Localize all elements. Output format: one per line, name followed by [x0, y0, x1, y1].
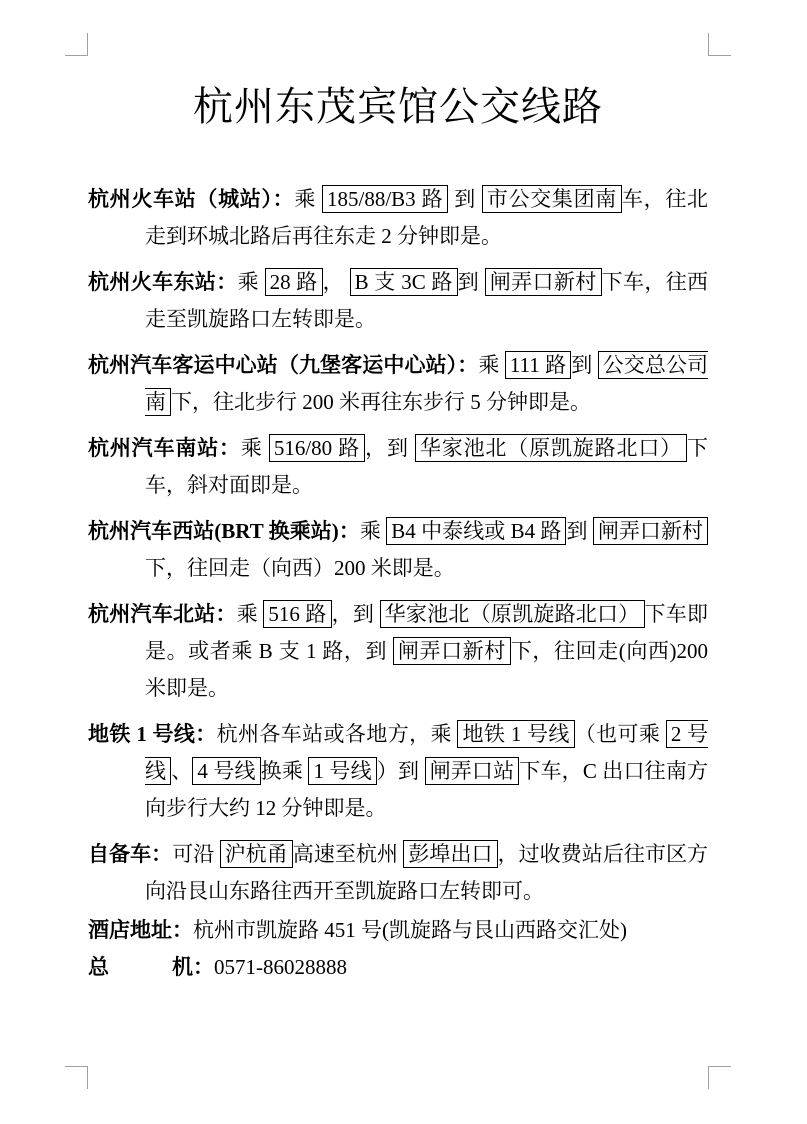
text-run: 、	[171, 759, 193, 783]
boxed-route-name: 公交总公司南	[145, 353, 709, 414]
paragraph	[88, 912, 708, 949]
boxed-route-name: 闸弄口站	[425, 757, 520, 785]
text-run: 车，往北走到环城北路后再往东走 2 分钟即是。	[145, 187, 709, 248]
paragraph	[88, 430, 708, 504]
text-run: 乘	[240, 436, 269, 460]
page-title: 杭州东茂宾馆公交线路	[193, 84, 603, 129]
boxed-route-name: 彭埠出口	[403, 840, 497, 868]
text-run: 乘	[236, 602, 264, 626]
paragraph	[88, 716, 708, 827]
paragraph	[88, 836, 708, 910]
boxed-route-name: B4 中泰线或 B4 路	[386, 517, 566, 545]
boxed-route-name: 闸弄口新村	[593, 517, 708, 545]
text-run: （也可乘	[574, 722, 666, 746]
boxed-route-name: 华家池北（原凯旋路北口）	[415, 434, 687, 462]
boxed-route-name: 28 路	[265, 268, 323, 296]
paragraph-label: 杭州火车站（城站）：	[88, 187, 295, 211]
text-run: 下车即是。或者乘 B 支 1 路，到	[145, 602, 709, 663]
paragraph-label: 杭州汽车客运中心站（九堡客运中心站）：	[88, 353, 479, 377]
text-run: 下车，往西走至凯旋路口左转即是。	[145, 270, 709, 331]
boxed-route-name: 1 号线	[308, 757, 376, 785]
text-run: 到	[566, 519, 593, 543]
paragraph	[88, 596, 708, 707]
text-run: 可沿	[172, 842, 220, 866]
crop-mark-bottom-right	[708, 1066, 731, 1089]
text-run: 下车，斜对面即是。	[145, 436, 709, 497]
paragraph	[88, 513, 708, 587]
text-run: 乘	[294, 187, 322, 211]
text-run: 到	[448, 187, 482, 211]
paragraph-label: 自备车：	[88, 842, 173, 866]
content-area	[88, 85, 708, 986]
boxed-route-name: 185/88/B3 路	[322, 185, 448, 213]
boxed-route-name: 地铁 1 号线	[457, 720, 574, 748]
text-run: 到	[457, 270, 485, 294]
crop-mark-top-right	[708, 33, 731, 56]
text-run: ，	[322, 270, 350, 294]
paragraph	[88, 181, 708, 255]
paragraph	[88, 347, 708, 421]
crop-mark-bottom-left	[65, 1066, 88, 1089]
text-run: 下，往回走(向西)200 米即是。	[145, 639, 708, 700]
text-run: 换乘	[260, 759, 309, 783]
boxed-route-name: B 支 3C 路	[350, 268, 458, 296]
text-run: 杭州市凯旋路 451 号(凯旋路与艮山西路交汇处)	[193, 918, 627, 942]
text-run: 下，往回走（向西）200 米即是。	[145, 556, 455, 580]
document-body	[88, 181, 708, 986]
paragraph	[88, 264, 708, 338]
boxed-route-name: 闸弄口新村	[485, 268, 602, 296]
paragraph-label: 杭州火车东站：	[88, 270, 238, 294]
text-run: ，到	[365, 436, 415, 460]
paragraph	[88, 949, 708, 986]
text-run: 乘	[359, 519, 387, 543]
text-run: ）到	[376, 759, 425, 783]
paragraph-label: 杭州汽车北站：	[88, 602, 237, 626]
boxed-route-name: 市公交集团南	[482, 185, 622, 213]
boxed-route-name: 4 号线	[192, 757, 260, 785]
text-run: 杭州各车站或各地方，乘	[216, 722, 458, 746]
paragraph-label: 总 机：	[88, 955, 214, 979]
text-run: ，过收费站后往市区方向沿艮山东路往西开至凯旋路口左转即可。	[145, 842, 709, 903]
paragraph-label: 酒店地址：	[88, 918, 193, 942]
boxed-route-name: 2 号线	[145, 722, 709, 783]
text-run: 高速至杭州	[292, 842, 404, 866]
paragraph-label: 地铁 1 号线：	[88, 722, 217, 746]
boxed-route-name: 111 路	[505, 351, 571, 379]
crop-mark-top-left	[65, 33, 88, 56]
text-run: 乘	[478, 353, 505, 377]
text-run: 到	[571, 353, 598, 377]
boxed-route-name: 516 路	[263, 600, 331, 628]
text-run: 下，往北步行 200 米再往东步行 5 分钟即是。	[171, 390, 591, 414]
boxed-route-name: 516/80 路	[269, 434, 365, 462]
text-run: ，到	[331, 602, 380, 626]
boxed-route-name: 闸弄口新村	[393, 637, 511, 665]
text-run: 乘	[237, 270, 265, 294]
text-run: 下车，C 出口往南方向步行大约 12 分钟即是。	[145, 759, 709, 820]
paragraph-label: 杭州汽车南站：	[88, 436, 241, 460]
boxed-route-name: 华家池北（原凯旋路北口）	[380, 600, 645, 628]
paragraph-label: 杭州汽车西站(BRT 换乘站)：	[88, 519, 360, 543]
text-run: 0571-86028888	[214, 955, 347, 979]
boxed-route-name: 沪杭甬	[220, 840, 293, 868]
